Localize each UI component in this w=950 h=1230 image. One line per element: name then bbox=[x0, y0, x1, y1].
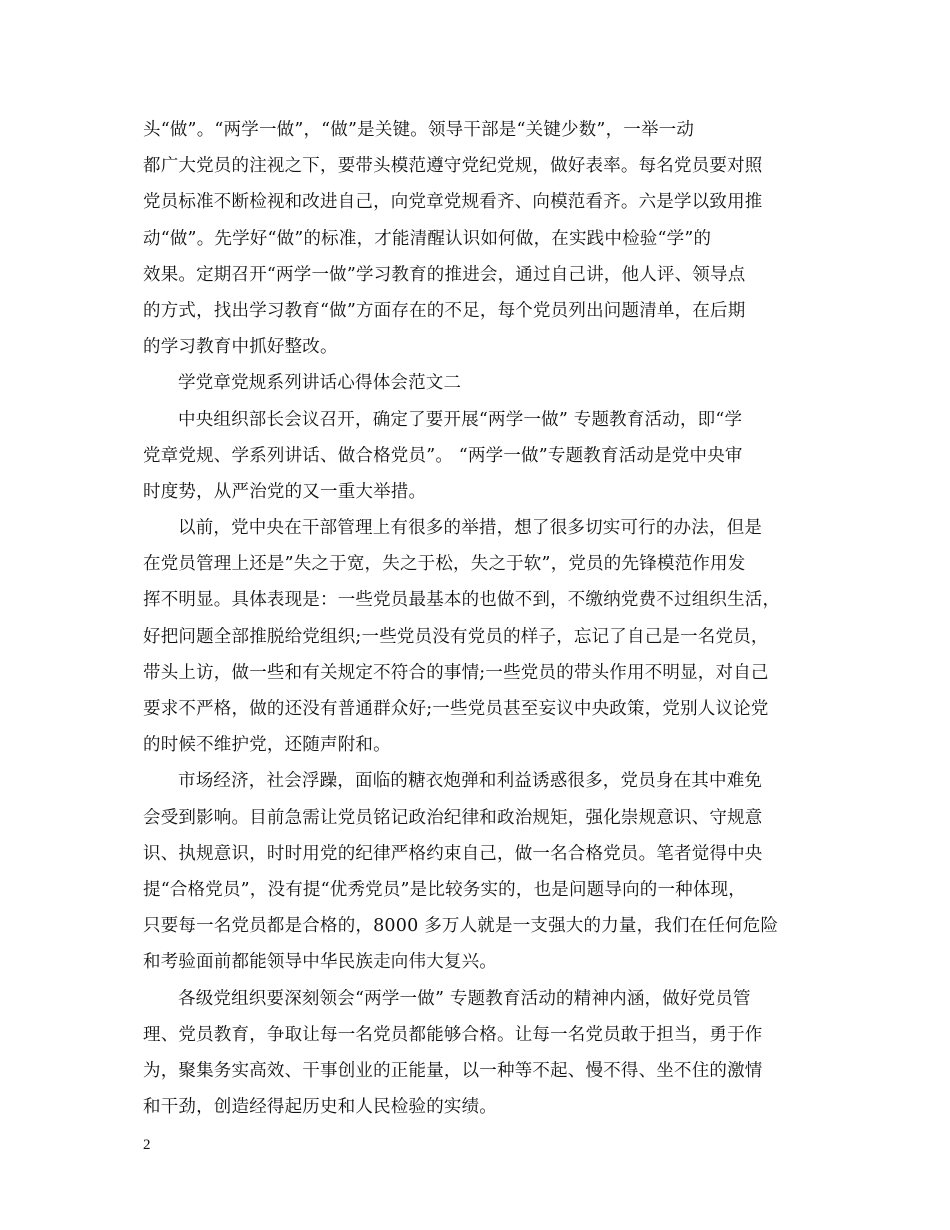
text-line: 识、执规意识，时时用党的纪律严格约束自己，做一名合格党员。笔者觉得中央 bbox=[143, 843, 763, 864]
page-number: 2 bbox=[143, 1137, 151, 1153]
text-line: 会受到影响。目前急需让党员铭记政治纪律和政治规矩，强化崇规意识、守规意 bbox=[143, 807, 763, 828]
text-line: 挥不明显。具体表现是：一些党员最基本的也做不到，不缴纳党费不过组织生活， bbox=[143, 590, 781, 611]
text-line: 的学习教育中抓好整改。 bbox=[143, 337, 338, 358]
text-line: 市场经济，社会浮躁，面临的糖衣炮弹和利益诱惑很多，党员身在其中难免 bbox=[178, 771, 763, 792]
text-line: 以前，党中央在干部管理上有很多的举措，想了很多切实可行的办法，但是 bbox=[178, 518, 763, 539]
text-line: 只要每一名党员都是合格的，8000 多万人就是一支强大的力量，我们在任何危险 bbox=[143, 916, 779, 937]
text-line: 和考验面前都能领导中华民族走向伟大复兴。 bbox=[143, 952, 497, 973]
text-line: 带头上访，做一些和有关规定不符合的事情;一些党员的带头作用不明显，对自己 bbox=[143, 662, 769, 683]
text-line: 在党员管理上还是”失之于宽，失之于松，失之于软”，党员的先锋模范作用发 bbox=[143, 554, 746, 575]
text-line: 为，聚集务实高效、干事创业的正能量，以一种等不起、慢不得、坐不住的激情 bbox=[143, 1060, 763, 1081]
text-line: 提“合格党员”，没有提“优秀党员”是比较务实的，也是问题导向的一种体现， bbox=[143, 879, 746, 900]
text-line: 效果。定期召开“两学一做”学习教育的推进会，通过自己讲，他人评、领导点 bbox=[143, 264, 746, 285]
text-line: 的方式，找出学习教育“做”方面存在的不足，每个党员列出问题清单，在后期 bbox=[143, 300, 746, 321]
text-line: 要求不严格，做的还没有普通群众好;一些党员甚至妄议中央政策，党别人议论党 bbox=[143, 699, 769, 719]
text-line: 中央组织部长会议召开，确定了要开展“两学一做” 专题教育活动，即“学 bbox=[178, 409, 743, 430]
text-line: 学党章党规系列讲话心得体会范文二 bbox=[178, 373, 462, 394]
text-line: 好把问题全部推脱给党组织;一些党员没有党员的样子，忘记了自己是一名党员， bbox=[143, 626, 769, 647]
text-line: 和干劲，创造经得起历史和人民检验的实绩。 bbox=[143, 1097, 497, 1118]
text-line: 的时候不维护党，还随声附和。 bbox=[143, 735, 391, 756]
text-line: 头“做”。“两学一做”，“做”是关键。领导干部是“关键少数”，一举一动 bbox=[143, 120, 695, 140]
text-line: 动“做”。先学好“做”的标准，才能清醒认识如何做，在实践中检验“学”的 bbox=[143, 228, 712, 249]
text-line: 时度势，从严治党的又一重大举措。 bbox=[143, 481, 427, 502]
text-line: 各级党组织要深刻领会“两学一做” 专题教育活动的精神内涵，做好党员管 bbox=[178, 988, 751, 1009]
text-line: 党章党规、学系列讲话、做合格党员”。 “两学一做”专题教育活动是党中央审 bbox=[143, 445, 743, 466]
document-body bbox=[143, 112, 823, 1125]
text-line: 都广大党员的注视之下，要带头模范遵守党纪党规，做好表率。每名党员要对照 bbox=[143, 156, 763, 177]
text-line: 党员标准不断检视和改进自己，向党章党规看齐、向模范看齐。六是学以致用推 bbox=[143, 192, 763, 213]
text-line: 理、党员教育，争取让每一名党员都能够合格。让每一名党员敢于担当，勇于作 bbox=[143, 1024, 763, 1045]
